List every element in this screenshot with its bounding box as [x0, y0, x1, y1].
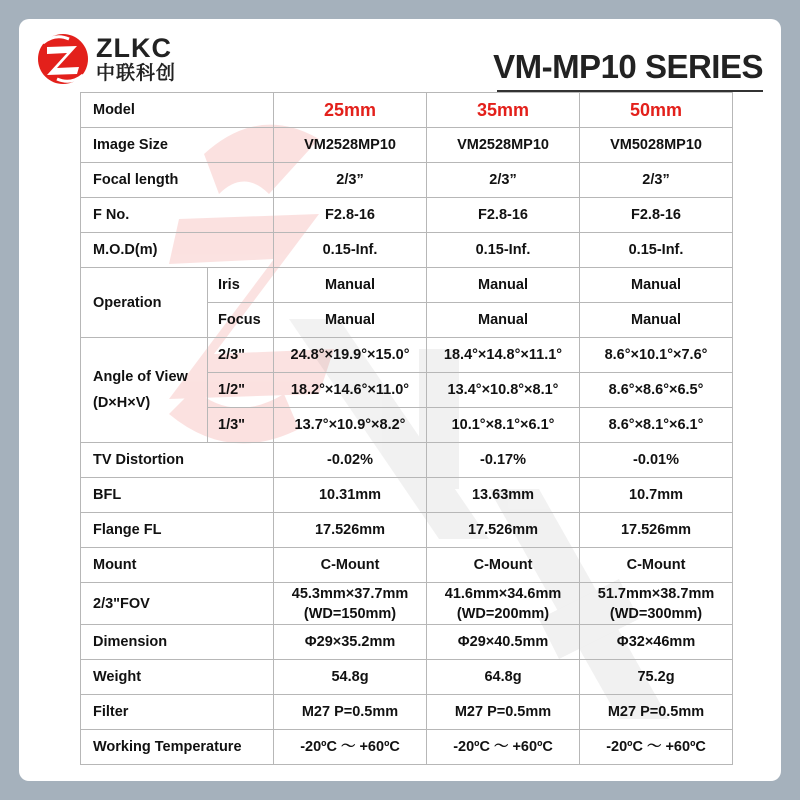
table-cell: 75.2g — [580, 660, 733, 695]
table-cell: 17.526mm — [580, 513, 733, 548]
sub-label: Focus — [208, 303, 274, 338]
table-cell: 17.526mm — [274, 513, 427, 548]
row-label: Mount — [81, 548, 274, 583]
fov-size: 45.3mm×37.7mm — [291, 585, 409, 602]
table-cell: 2/3” — [274, 163, 427, 198]
row-label — [81, 338, 208, 443]
table-cell: 10.7mm — [580, 478, 733, 513]
table-cell: 18.4°×14.8°×11.1° — [427, 338, 580, 373]
table-cell: 10.31mm — [274, 478, 427, 513]
table-cell: 2/3” — [427, 163, 580, 198]
table-cell: F2.8-16 — [580, 198, 733, 233]
table-cell: F2.8-16 — [427, 198, 580, 233]
table-cell: 2/3” — [580, 163, 733, 198]
row-label: Model — [81, 93, 274, 128]
table-cell: VM5028MP10 — [580, 128, 733, 163]
table-row-tv-distortion — [81, 443, 733, 478]
table-cell: F2.8-16 — [274, 198, 427, 233]
table-row-f-no — [81, 198, 733, 233]
brand-logo — [35, 31, 195, 91]
table-cell: -0.01% — [580, 443, 733, 478]
table-row-operation-iris — [81, 268, 733, 303]
sub-label: 1/3" — [208, 408, 274, 443]
fov-wd: (WD=300mm) — [609, 605, 703, 622]
table-cell: -0.17% — [427, 443, 580, 478]
table-cell: 54.8g — [274, 660, 427, 695]
fov-size: 41.6mm×34.6mm — [444, 585, 562, 602]
table-cell — [427, 583, 580, 625]
row-label: TV Distortion — [81, 443, 274, 478]
row-label: Image Size — [81, 128, 274, 163]
sub-label: 2/3" — [208, 338, 274, 373]
fov-size: 51.7mm×38.7mm — [597, 585, 715, 602]
aov-label-line1: Angle of View — [93, 369, 188, 385]
table-cell: 10.1°×8.1°×6.1° — [427, 408, 580, 443]
table-row-working-temperature — [81, 730, 733, 765]
table-cell: 18.2°×14.6°×11.0° — [274, 373, 427, 408]
table-cell: Manual — [580, 268, 733, 303]
table-cell: 64.8g — [427, 660, 580, 695]
fov-wd: (WD=150mm) — [303, 605, 397, 622]
table-cell: 13.7°×10.9°×8.2° — [274, 408, 427, 443]
table-row-mod — [81, 233, 733, 268]
table-cell: Manual — [274, 268, 427, 303]
table-cell: Φ29×35.2mm — [274, 625, 427, 660]
table-row-image-size — [81, 128, 733, 163]
table-cell: -20ºC ～ +60ºC — [427, 730, 580, 765]
table-cell: 13.63mm — [427, 478, 580, 513]
table-row-weight — [81, 660, 733, 695]
sub-label: Iris — [208, 268, 274, 303]
table-cell: 24.8°×19.9°×15.0° — [274, 338, 427, 373]
table-row-flange-fl — [81, 513, 733, 548]
row-label: Flange FL — [81, 513, 274, 548]
row-label: Focal length — [81, 163, 274, 198]
table-cell: M27 P=0.5mm — [580, 695, 733, 730]
zlkc-logo-icon — [35, 31, 91, 87]
table-cell: 0.15-Inf. — [427, 233, 580, 268]
table-cell: C-Mount — [427, 548, 580, 583]
table-cell: M27 P=0.5mm — [427, 695, 580, 730]
table-cell: 8.6°×10.1°×7.6° — [580, 338, 733, 373]
row-label: Filter — [81, 695, 274, 730]
table-row-aov-23 — [81, 338, 733, 373]
table-row-model — [81, 93, 733, 128]
row-label: Weight — [81, 660, 274, 695]
table-cell: 0.15-Inf. — [580, 233, 733, 268]
table-cell: Manual — [274, 303, 427, 338]
table-cell: Manual — [427, 268, 580, 303]
table-cell: Manual — [580, 303, 733, 338]
table-cell: VM2528MP10 — [427, 128, 580, 163]
model-25mm: 25mm — [274, 93, 427, 128]
series-title: VM-MP10 SERIES — [493, 48, 763, 85]
aov-label-line2: (D×H×V) — [93, 395, 151, 411]
table-cell: C-Mount — [274, 548, 427, 583]
table-cell: -20ºC ～ +60ºC — [274, 730, 427, 765]
row-label: M.O.D(m) — [81, 233, 274, 268]
table-cell: -0.02% — [274, 443, 427, 478]
fov-wd: (WD=200mm) — [456, 605, 550, 622]
table-row-mount — [81, 548, 733, 583]
table-cell: Manual — [427, 303, 580, 338]
table-row-focal-length — [81, 163, 733, 198]
brand-name-en: ZLKC — [96, 33, 172, 63]
table-cell: 13.4°×10.8°×8.1° — [427, 373, 580, 408]
row-label: Operation — [81, 268, 208, 338]
table-cell: 17.526mm — [427, 513, 580, 548]
row-label: F No. — [81, 198, 274, 233]
table-row-filter — [81, 695, 733, 730]
table-cell: 8.6°×8.6°×6.5° — [580, 373, 733, 408]
sub-label: 1/2" — [208, 373, 274, 408]
row-label: Dimension — [81, 625, 274, 660]
table-row-fov — [81, 583, 733, 625]
model-35mm: 35mm — [427, 93, 580, 128]
table-cell: M27 P=0.5mm — [274, 695, 427, 730]
table-cell: VM2528MP10 — [274, 128, 427, 163]
table-cell: Φ29×40.5mm — [427, 625, 580, 660]
brand-name-cn: 中联科创 — [96, 62, 177, 84]
table-cell: Φ32×46mm — [580, 625, 733, 660]
row-label: Working Temperature — [81, 730, 274, 765]
table-cell: 8.6°×8.1°×6.1° — [580, 408, 733, 443]
table-cell: 0.15-Inf. — [274, 233, 427, 268]
table-cell — [580, 583, 733, 625]
table-cell: C-Mount — [580, 548, 733, 583]
table-cell — [274, 583, 427, 625]
row-label: BFL — [81, 478, 274, 513]
spec-table — [80, 92, 733, 765]
table-row-dimension — [81, 625, 733, 660]
table-row-bfl — [81, 478, 733, 513]
model-50mm: 50mm — [580, 93, 733, 128]
row-label: 2/3"FOV — [81, 583, 274, 625]
table-cell: -20ºC ～ +60ºC — [580, 730, 733, 765]
